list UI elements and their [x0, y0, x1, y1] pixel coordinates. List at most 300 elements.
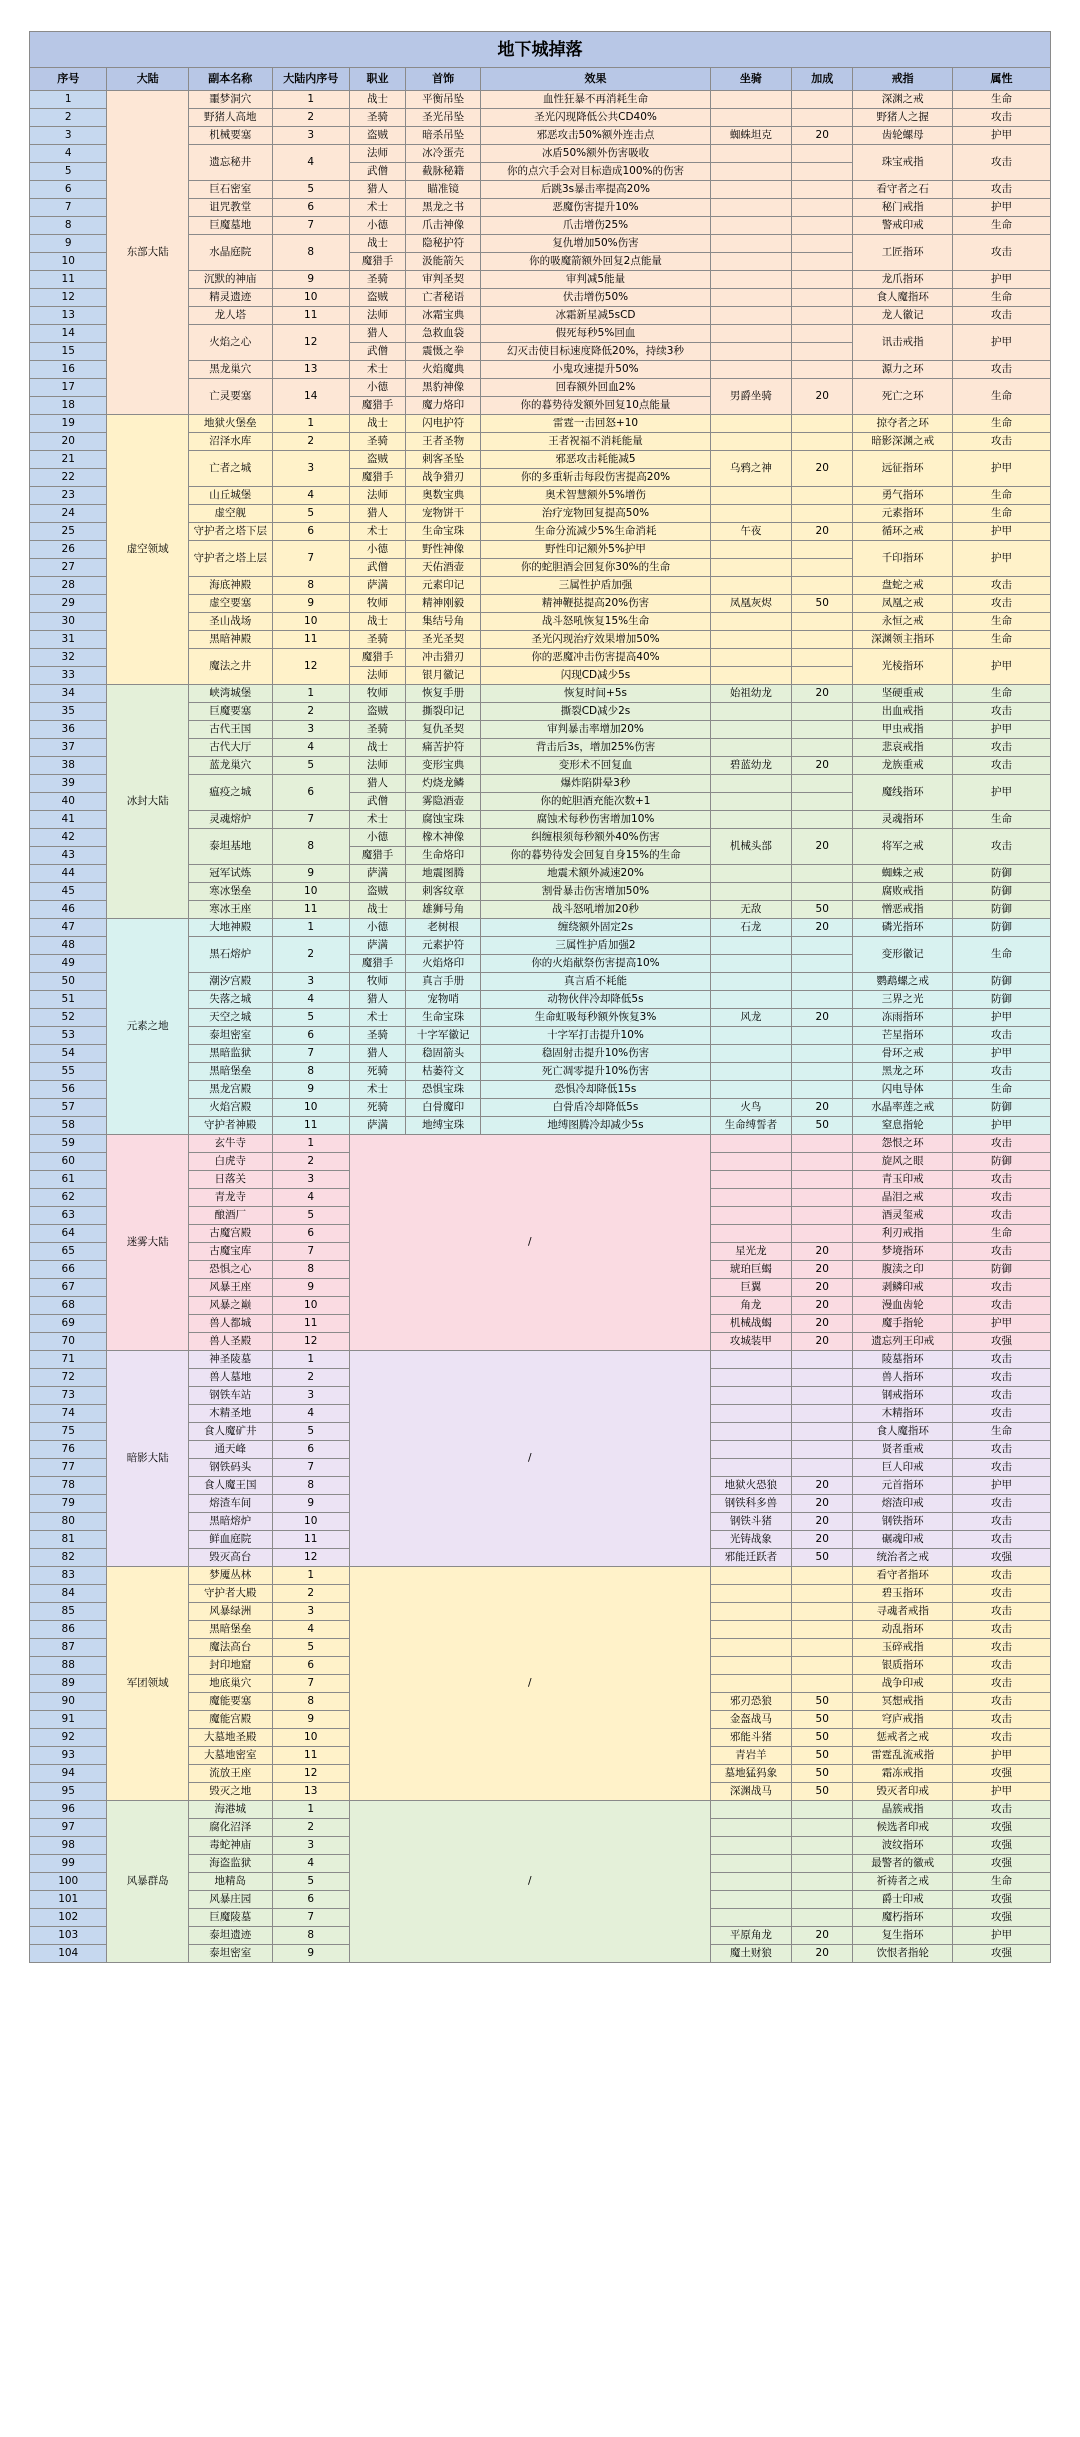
table-cell: 爪击增伤25%	[481, 217, 710, 235]
table-cell: 1	[272, 1801, 349, 1819]
table-cell: 窒息指轮	[853, 1117, 953, 1135]
table-cell: 20	[792, 127, 853, 145]
table-cell	[792, 91, 853, 109]
row-number: 84	[30, 1585, 107, 1603]
table-cell: 牧师	[349, 595, 405, 613]
table-cell: 20	[792, 379, 853, 415]
table-cell: 战争印戒	[853, 1675, 953, 1693]
table-cell: 恢复手册	[405, 685, 480, 703]
table-cell: 黑龙宫殿	[188, 1081, 272, 1099]
table-cell: 风龙	[710, 1009, 792, 1027]
table-cell: 50	[792, 1549, 853, 1567]
row-number: 32	[30, 649, 107, 667]
empty-merged-cell: /	[349, 1801, 710, 1963]
table-cell: 术士	[349, 523, 405, 541]
table-cell: 攻击	[953, 1621, 1051, 1639]
table-cell: 魔朽指环	[853, 1909, 953, 1927]
table-cell	[792, 1801, 853, 1819]
table-cell: 攻强	[953, 1945, 1051, 1963]
table-cell: 猎人	[349, 505, 405, 523]
table-cell: 攻强	[953, 1855, 1051, 1873]
table-cell	[792, 343, 853, 361]
table-cell	[792, 1855, 853, 1873]
table-cell: 攻击	[953, 1207, 1051, 1225]
table-cell: 审判暴击率增加20%	[481, 721, 710, 739]
table-cell: 龙人塔	[188, 307, 272, 325]
table-cell	[792, 1027, 853, 1045]
table-cell: 源力之环	[853, 361, 953, 379]
table-cell	[792, 883, 853, 901]
table-cell: 攻击	[953, 595, 1051, 613]
table-cell	[792, 649, 853, 667]
table-cell: 瞄准镜	[405, 181, 480, 199]
table-cell: 生命宝珠	[405, 1009, 480, 1027]
table-cell: 暗杀吊坠	[405, 127, 480, 145]
table-cell	[792, 613, 853, 631]
table-cell: 50	[792, 595, 853, 613]
table-cell	[792, 1675, 853, 1693]
table-cell: 水晶庭院	[188, 235, 272, 271]
table-row	[30, 91, 1051, 109]
table-cell: 武僧	[349, 163, 405, 181]
table-cell: 5	[272, 1009, 349, 1027]
table-cell: 精神刚毅	[405, 595, 480, 613]
table-cell: 生命	[953, 1873, 1051, 1891]
table-cell: 最警者的徽戒	[853, 1855, 953, 1873]
table-cell: 4	[272, 1189, 349, 1207]
table-cell: 猎人	[349, 775, 405, 793]
column-header: 效果	[481, 68, 710, 91]
table-cell: 钢铁车站	[188, 1387, 272, 1405]
table-cell	[710, 1351, 792, 1369]
region-cell: 冰封大陆	[107, 685, 189, 919]
table-cell: 猎人	[349, 1045, 405, 1063]
table-cell: 雾隐酒壶	[405, 793, 480, 811]
table-cell: 角龙	[710, 1297, 792, 1315]
column-header: 大陆内序号	[272, 68, 349, 91]
table-cell	[710, 865, 792, 883]
table-cell: 永恒之戒	[853, 613, 953, 631]
table-cell: 寒冰堡垒	[188, 883, 272, 901]
table-cell: 巨翼	[710, 1279, 792, 1297]
table-cell: 魔法之井	[188, 649, 272, 685]
table-cell: 勇气指环	[853, 487, 953, 505]
empty-merged-cell: /	[349, 1567, 710, 1801]
table-cell	[792, 775, 853, 793]
table-cell: 5	[272, 1639, 349, 1657]
table-cell: 9	[272, 865, 349, 883]
table-cell: 攻强	[953, 1765, 1051, 1783]
table-cell: 梦境指环	[853, 1243, 953, 1261]
table-cell	[710, 1063, 792, 1081]
row-number: 28	[30, 577, 107, 595]
table-cell: 撕裂印记	[405, 703, 480, 721]
table-cell	[792, 1189, 853, 1207]
table-cell: 50	[792, 1747, 853, 1765]
row-number: 44	[30, 865, 107, 883]
table-cell: 生命	[953, 487, 1051, 505]
table-cell: 沼泽水库	[188, 433, 272, 451]
table-cell: 黑暗神殿	[188, 631, 272, 649]
table-cell	[710, 955, 792, 973]
table-cell: 魔力烙印	[405, 397, 480, 415]
table-cell: 攻击	[953, 181, 1051, 199]
table-cell: 雄狮号角	[405, 901, 480, 919]
table-cell: 三属性护盾加强	[481, 577, 710, 595]
table-cell: 小德	[349, 829, 405, 847]
table-cell	[710, 937, 792, 955]
row-number: 70	[30, 1333, 107, 1351]
table-cell: 1	[272, 415, 349, 433]
table-cell: 饮恨者指轮	[853, 1945, 953, 1963]
table-cell: 攻击	[953, 1729, 1051, 1747]
table-cell: 4	[272, 991, 349, 1009]
table-cell	[792, 955, 853, 973]
table-cell	[792, 217, 853, 235]
table-cell: 稳固箭头	[405, 1045, 480, 1063]
table-cell: 动乱指环	[853, 1621, 953, 1639]
table-cell: 地缚宝珠	[405, 1117, 480, 1135]
row-number: 69	[30, 1315, 107, 1333]
row-number: 31	[30, 631, 107, 649]
table-cell: 掠夺者之环	[853, 415, 953, 433]
table-cell: 变形宝典	[405, 757, 480, 775]
table-cell: 攻击	[953, 1441, 1051, 1459]
table-cell: 攻击	[953, 703, 1051, 721]
spreadsheet	[29, 31, 1051, 1963]
table-cell: 酿酒厂	[188, 1207, 272, 1225]
table-cell: 2	[272, 1585, 349, 1603]
table-cell	[710, 1045, 792, 1063]
table-cell: 10	[272, 289, 349, 307]
row-number: 95	[30, 1783, 107, 1801]
table-cell: 野猪人高地	[188, 109, 272, 127]
table-cell: 7	[272, 1045, 349, 1063]
region-cell: 东部大陆	[107, 91, 189, 415]
table-cell: 战士	[349, 91, 405, 109]
table-cell: 古魔宫殿	[188, 1225, 272, 1243]
table-cell	[710, 793, 792, 811]
row-number: 56	[30, 1081, 107, 1099]
table-cell: 古魔宝库	[188, 1243, 272, 1261]
row-number: 47	[30, 919, 107, 937]
table-cell: 12	[272, 325, 349, 361]
table-cell: 寒冰王座	[188, 901, 272, 919]
table-cell: 生命	[953, 91, 1051, 109]
table-cell: 11	[272, 631, 349, 649]
row-number: 102	[30, 1909, 107, 1927]
table-cell: 生命	[953, 685, 1051, 703]
table-cell: 20	[792, 1531, 853, 1549]
row-number: 86	[30, 1621, 107, 1639]
table-cell: 5	[272, 1207, 349, 1225]
table-cell: 将军之戒	[853, 829, 953, 865]
table-cell: 防御	[953, 865, 1051, 883]
table-cell: 出血戒指	[853, 703, 953, 721]
table-cell: 玉碎戒指	[853, 1639, 953, 1657]
column-header: 序号	[30, 68, 107, 91]
table-cell: 伏击增伤50%	[481, 289, 710, 307]
table-cell: 工匠指环	[853, 235, 953, 271]
table-cell: 治疗宠物回复提高50%	[481, 505, 710, 523]
table-cell: 生命	[953, 1423, 1051, 1441]
table-cell: 亡者秘语	[405, 289, 480, 307]
row-number: 104	[30, 1945, 107, 1963]
row-number: 37	[30, 739, 107, 757]
table-cell: 元素护符	[405, 937, 480, 955]
table-cell: 生命	[953, 613, 1051, 631]
table-cell	[792, 1423, 853, 1441]
table-cell	[710, 1801, 792, 1819]
table-cell: 你的暮势待发会回复自身15%的生命	[481, 847, 710, 865]
table-cell	[792, 325, 853, 343]
row-number: 35	[30, 703, 107, 721]
table-cell: 闪电护符	[405, 415, 480, 433]
table-cell: 攻击	[953, 1387, 1051, 1405]
table-cell: 刺客圣坠	[405, 451, 480, 469]
table-cell: 护甲	[953, 271, 1051, 289]
table-cell: 冰盾50%额外伤害吸收	[481, 145, 710, 163]
table-cell: 机械头部	[710, 829, 792, 865]
table-cell	[792, 1567, 853, 1585]
table-cell: 圣骑	[349, 721, 405, 739]
table-cell	[792, 721, 853, 739]
table-cell: 深渊战马	[710, 1783, 792, 1801]
table-cell: 攻强	[953, 1891, 1051, 1909]
table-cell	[710, 1891, 792, 1909]
table-cell: 生命	[953, 217, 1051, 235]
table-cell: 5	[272, 1873, 349, 1891]
row-number: 85	[30, 1603, 107, 1621]
table-cell: 钢铁码头	[188, 1459, 272, 1477]
header-row	[30, 68, 1051, 91]
table-cell: 剥鳞印戒	[853, 1279, 953, 1297]
table-cell: 50	[792, 1693, 853, 1711]
table-cell: 魔猎手	[349, 397, 405, 415]
table-cell: 萨满	[349, 937, 405, 955]
table-cell	[792, 1657, 853, 1675]
table-cell	[710, 991, 792, 1009]
table-cell: 3	[272, 127, 349, 145]
table-cell: 统治者之戒	[853, 1549, 953, 1567]
table-cell: 邪恶攻击50%额外连击点	[481, 127, 710, 145]
table-row	[30, 919, 1051, 937]
row-number: 12	[30, 289, 107, 307]
table-cell: 白骨盾冷却降低5s	[481, 1099, 710, 1117]
table-cell: 4	[272, 145, 349, 181]
table-cell: 石龙	[710, 919, 792, 937]
table-cell: 循环之戒	[853, 523, 953, 541]
table-cell: 青岩羊	[710, 1747, 792, 1765]
table-cell: 攻击	[953, 1675, 1051, 1693]
row-number: 80	[30, 1513, 107, 1531]
table-cell	[710, 307, 792, 325]
table-cell: 亡者之城	[188, 451, 272, 487]
table-cell: 5	[272, 1423, 349, 1441]
table-cell: 割骨暴击伤害增加50%	[481, 883, 710, 901]
table-cell: 防御	[953, 1153, 1051, 1171]
table-cell: 20	[792, 1261, 853, 1279]
table-cell: 防御	[953, 1261, 1051, 1279]
table-cell	[792, 163, 853, 181]
table-cell: 水晶率莲之戒	[853, 1099, 953, 1117]
table-cell: 20	[792, 757, 853, 775]
table-cell	[710, 145, 792, 163]
table-cell	[792, 811, 853, 829]
table-cell: 悲哀戒指	[853, 739, 953, 757]
row-number: 19	[30, 415, 107, 433]
table-cell	[792, 505, 853, 523]
table-cell	[792, 1819, 853, 1837]
row-number: 38	[30, 757, 107, 775]
table-cell: 火鸟	[710, 1099, 792, 1117]
table-cell	[710, 361, 792, 379]
row-number: 65	[30, 1243, 107, 1261]
table-cell	[710, 1405, 792, 1423]
table-cell: 攻击	[953, 1531, 1051, 1549]
row-number: 6	[30, 181, 107, 199]
table-cell: 攻击	[953, 307, 1051, 325]
table-cell: 真言盾不耗能	[481, 973, 710, 991]
table-cell: 碧玉指环	[853, 1585, 953, 1603]
table-row	[30, 685, 1051, 703]
table-cell	[710, 1459, 792, 1477]
table-row	[30, 1135, 1051, 1153]
table-cell	[710, 649, 792, 667]
table-cell: 魔猎手	[349, 469, 405, 487]
table-cell: 野猪人之握	[853, 109, 953, 127]
table-cell: 攻击	[953, 1369, 1051, 1387]
table-cell: 6	[272, 199, 349, 217]
table-cell: 防御	[953, 901, 1051, 919]
row-number: 11	[30, 271, 107, 289]
table-cell: 防御	[953, 883, 1051, 901]
column-header: 加成	[792, 68, 853, 91]
table-cell	[710, 271, 792, 289]
table-cell	[792, 577, 853, 595]
table-cell: 山丘城堡	[188, 487, 272, 505]
table-cell: 黑暗熔炉	[188, 1513, 272, 1531]
table-cell: 憎恶戒指	[853, 901, 953, 919]
table-cell: 大墓地密室	[188, 1747, 272, 1765]
table-cell	[792, 1891, 853, 1909]
table-cell: 火焰烙印	[405, 955, 480, 973]
table-cell	[710, 1189, 792, 1207]
table-cell: 攻击	[953, 1171, 1051, 1189]
table-cell: 小德	[349, 217, 405, 235]
table-cell: 熔渣印戒	[853, 1495, 953, 1513]
row-number: 62	[30, 1189, 107, 1207]
row-number: 78	[30, 1477, 107, 1495]
table-cell: 通天峰	[188, 1441, 272, 1459]
table-cell: 三属性护盾加强2	[481, 937, 710, 955]
table-cell: 看守者指环	[853, 1567, 953, 1585]
table-cell: 龙族重戒	[853, 757, 953, 775]
table-cell: 2	[272, 703, 349, 721]
table-cell	[792, 433, 853, 451]
table-cell	[710, 1909, 792, 1927]
table-cell: 9	[272, 271, 349, 289]
row-number: 82	[30, 1549, 107, 1567]
table-cell: 生命	[953, 631, 1051, 649]
table-cell: 假死每秒5%回血	[481, 325, 710, 343]
table-cell: 乌鸦之神	[710, 451, 792, 487]
table-cell: 防御	[953, 973, 1051, 991]
table-cell: 凤凰灰烬	[710, 595, 792, 613]
table-cell: 圣骑	[349, 631, 405, 649]
table-cell: 爪击神像	[405, 217, 480, 235]
row-number: 55	[30, 1063, 107, 1081]
table-cell: 元素印记	[405, 577, 480, 595]
table-cell: 护甲	[953, 451, 1051, 487]
table-cell: 6	[272, 1441, 349, 1459]
table-cell: 圣骑	[349, 271, 405, 289]
table-cell: 天佑酒壶	[405, 559, 480, 577]
table-cell: 50	[792, 1765, 853, 1783]
table-cell: 攻击	[953, 829, 1051, 865]
table-cell: 11	[272, 1747, 349, 1765]
table-cell: 50	[792, 1117, 853, 1135]
table-cell: 讯击戒指	[853, 325, 953, 361]
row-number: 46	[30, 901, 107, 919]
table-cell: 攻击	[953, 577, 1051, 595]
table-cell: 护甲	[953, 325, 1051, 361]
table-cell	[710, 325, 792, 343]
table-cell: 枯萎符文	[405, 1063, 480, 1081]
table-cell: 攻击	[953, 1351, 1051, 1369]
row-number: 58	[30, 1117, 107, 1135]
table-cell: 攻击	[953, 361, 1051, 379]
table-cell: 7	[272, 217, 349, 235]
table-cell: 护甲	[953, 721, 1051, 739]
table-cell: 齿轮螺母	[853, 127, 953, 145]
table-cell: 5	[272, 181, 349, 199]
row-number: 42	[30, 829, 107, 847]
table-cell: 战争猎刃	[405, 469, 480, 487]
table-cell: 守护者之塔上层	[188, 541, 272, 577]
table-cell	[792, 1135, 853, 1153]
table-cell: 机械战蝎	[710, 1315, 792, 1333]
table-cell: 生命缚誓者	[710, 1117, 792, 1135]
table-cell: 三界之光	[853, 991, 953, 1009]
table-cell: 生命烙印	[405, 847, 480, 865]
table-cell: 20	[792, 1927, 853, 1945]
table-cell: 食人魔王国	[188, 1477, 272, 1495]
table-cell: 白骨魔印	[405, 1099, 480, 1117]
table-cell	[710, 973, 792, 991]
table-cell: 古代王国	[188, 721, 272, 739]
table-cell: 宠物饼干	[405, 505, 480, 523]
table-cell: 战士	[349, 613, 405, 631]
table-cell	[710, 1855, 792, 1873]
table-cell: 熔渣车间	[188, 1495, 272, 1513]
table-cell: 20	[792, 1333, 853, 1351]
table-cell: 你的暮势待发额外回复10点能量	[481, 397, 710, 415]
table-cell	[792, 1585, 853, 1603]
table-cell: 腐化沼泽	[188, 1819, 272, 1837]
table-cell	[792, 1369, 853, 1387]
table-cell	[792, 703, 853, 721]
table-cell	[710, 217, 792, 235]
table-cell	[710, 1387, 792, 1405]
table-cell	[710, 559, 792, 577]
table-cell: 墓地猛犸象	[710, 1765, 792, 1783]
table-cell: 9	[272, 1711, 349, 1729]
table-cell: 护甲	[953, 523, 1051, 541]
row-number: 75	[30, 1423, 107, 1441]
row-number: 81	[30, 1531, 107, 1549]
table-cell	[710, 739, 792, 757]
